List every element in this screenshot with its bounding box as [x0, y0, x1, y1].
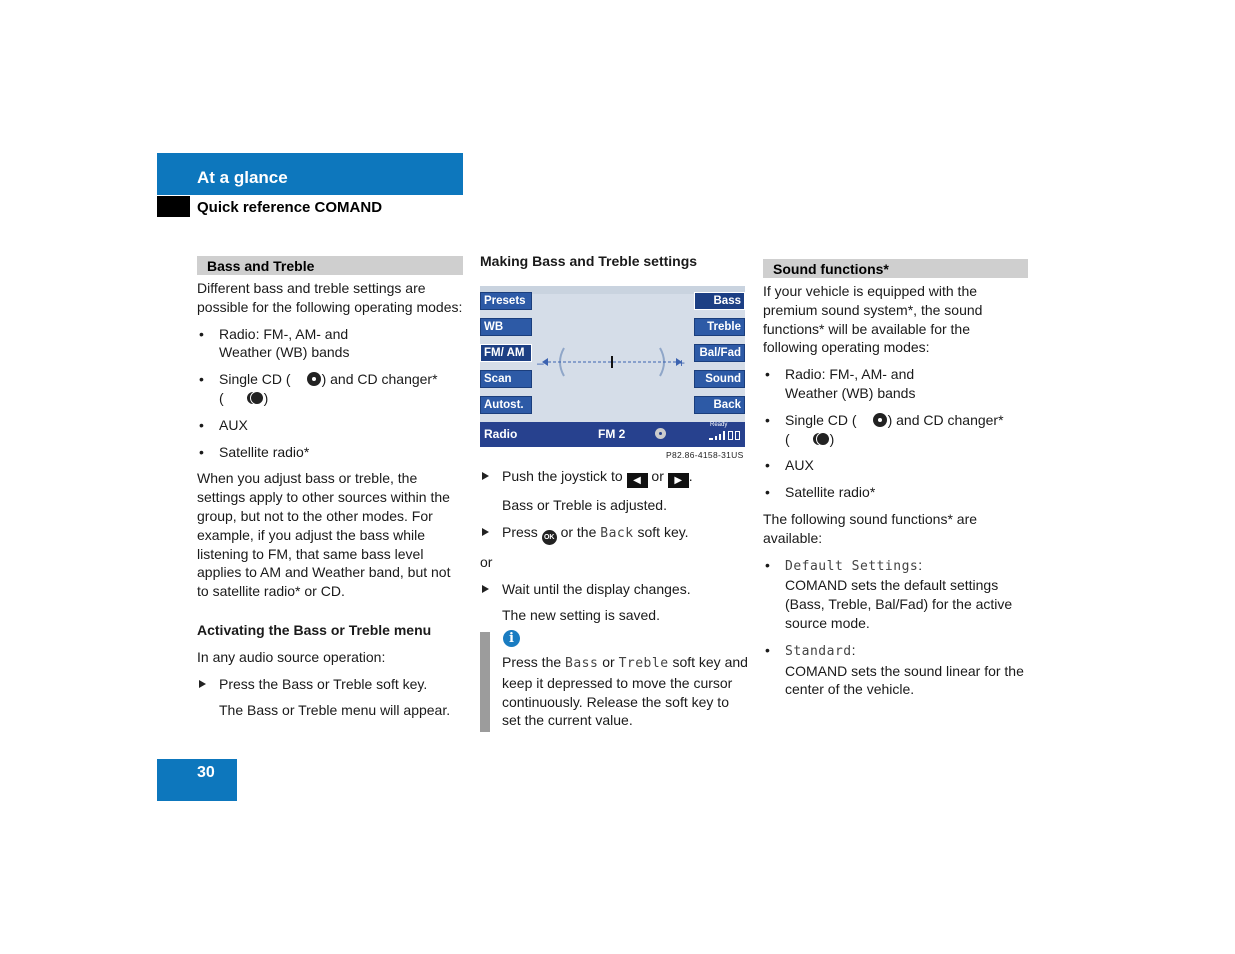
- step-wait: Wait until the display changes.: [480, 580, 746, 599]
- info-icon: i: [503, 630, 520, 647]
- back-soft-key-label: Back: [600, 525, 634, 541]
- list-item: • AUX: [763, 456, 1028, 475]
- cd-changer-icon: [246, 391, 264, 405]
- softkey-presets[interactable]: Presets: [480, 292, 532, 310]
- softkey-bal-fad[interactable]: Bal/Fad: [694, 344, 745, 362]
- slider-plus: +: [678, 356, 686, 370]
- cd-icon: [307, 372, 321, 386]
- section-title: At a glance: [197, 168, 288, 187]
- subheading-activating: Activating the Bass or Treble menu: [197, 621, 432, 638]
- list-item: • Single CD ( ) and CD changer* ( ): [763, 411, 1028, 449]
- making-settings-heading: Making Bass and Treble settings: [480, 253, 698, 269]
- or-text: or: [480, 553, 493, 570]
- intro-text: If your vehicle is equipped with the premium sound system*, the sound functions* will be available for the following operating modes:: [763, 283, 983, 356]
- list-item: • Satellite radio*: [763, 483, 1028, 502]
- softkey-autost[interactable]: Autost.: [480, 396, 532, 414]
- modes-list: [197, 325, 463, 462]
- modes-list: [763, 365, 1028, 502]
- ready-label: Ready: [710, 422, 728, 428]
- section-bar-bass-treble: Bass and Treble: [197, 256, 463, 275]
- joystick-left-icon: ◀: [627, 473, 648, 488]
- list-item: • AUX: [197, 416, 463, 435]
- left-column: [197, 256, 463, 728]
- softkey-bass[interactable]: Bass: [694, 292, 745, 310]
- slider-marker[interactable]: [611, 356, 613, 368]
- status-source: Radio: [484, 427, 518, 441]
- slider-minus: –: [537, 356, 544, 370]
- status-band: FM 2: [598, 427, 626, 441]
- middle-column: [480, 467, 746, 633]
- list-item: • Satellite radio*: [197, 443, 463, 462]
- softkey-fm-am[interactable]: FM/ AM: [480, 344, 532, 362]
- right-column: [763, 259, 1028, 707]
- cd-icon: [873, 413, 887, 427]
- softkey-wb[interactable]: WB: [480, 318, 532, 336]
- softkey-back[interactable]: Back: [694, 396, 745, 414]
- step-press-ok: Press OK or the Back soft key.: [480, 523, 746, 545]
- bass-soft-key-label: Bass: [565, 656, 599, 671]
- step-press-soft-key: Press the Bass or Treble soft key.: [197, 675, 463, 694]
- cd-changer-icon: [812, 432, 830, 446]
- status-bar: [480, 422, 745, 447]
- list-item: • Single CD ( ) and CD changer* ( ): [197, 370, 463, 408]
- header-marker: [157, 196, 190, 217]
- figure-caption: P82.86-4158-31US: [666, 450, 744, 460]
- step-result: The new setting is saved.: [502, 607, 660, 624]
- section-bar-sound-functions: Sound functions*: [763, 259, 1028, 278]
- signal-icon: [709, 431, 741, 440]
- ok-button-icon: OK: [542, 530, 557, 545]
- list-item: • Radio: FM-, AM- and Weather (WB) bands: [763, 365, 1028, 403]
- joystick-right-icon: ▶: [668, 473, 689, 488]
- list-item: • Radio: FM-, AM- and Weather (WB) bands: [197, 325, 463, 363]
- list-item: • Standard: COMAND sets the sound linear for the center of the vehicle.: [763, 641, 1028, 699]
- comand-display: [480, 286, 745, 447]
- list-item: • Default Settings: COMAND sets the default settings (Bass, Treble, Bal/Fad) for the active source mode.: [763, 556, 1028, 633]
- sound-functions-list: [763, 556, 1028, 700]
- page-number: 30: [157, 759, 237, 801]
- info-note-bar: [480, 632, 490, 732]
- step-push-joystick: Push the joystick to ◀ or ▶ .: [480, 467, 746, 488]
- following-text: The following sound functions* are available:: [763, 510, 978, 546]
- softkey-treble[interactable]: Treble: [694, 318, 745, 336]
- bass-slider[interactable]: [480, 342, 745, 382]
- softkey-sound[interactable]: Sound: [694, 370, 745, 388]
- subsection-title: Quick reference COMAND: [197, 199, 383, 216]
- intro-text: Different bass and treble settings are possible for the following operating modes:: [197, 280, 463, 315]
- body-text: When you adjust bass or treble, the settings apply to other sources within the group, but not to the other modes. For example, if you adjust the bass while listening to FM, that same bass level applies to AM and Weather band, but not to satellite radio* or CD.: [197, 470, 451, 600]
- info-note-text: Press the Bass or Treble soft key and keep it depressed to move the cursor continuously. Release the soft key to set the current value.: [502, 654, 748, 729]
- softkey-scan[interactable]: Scan: [480, 370, 532, 388]
- step-result: The Bass or Treble menu will appear.: [219, 702, 451, 719]
- operation-text: In any audio source operation:: [197, 648, 386, 665]
- step-result: Bass or Treble is adjusted.: [502, 497, 667, 513]
- disc-icon: [655, 428, 666, 439]
- treble-soft-key-label: Treble: [618, 656, 669, 671]
